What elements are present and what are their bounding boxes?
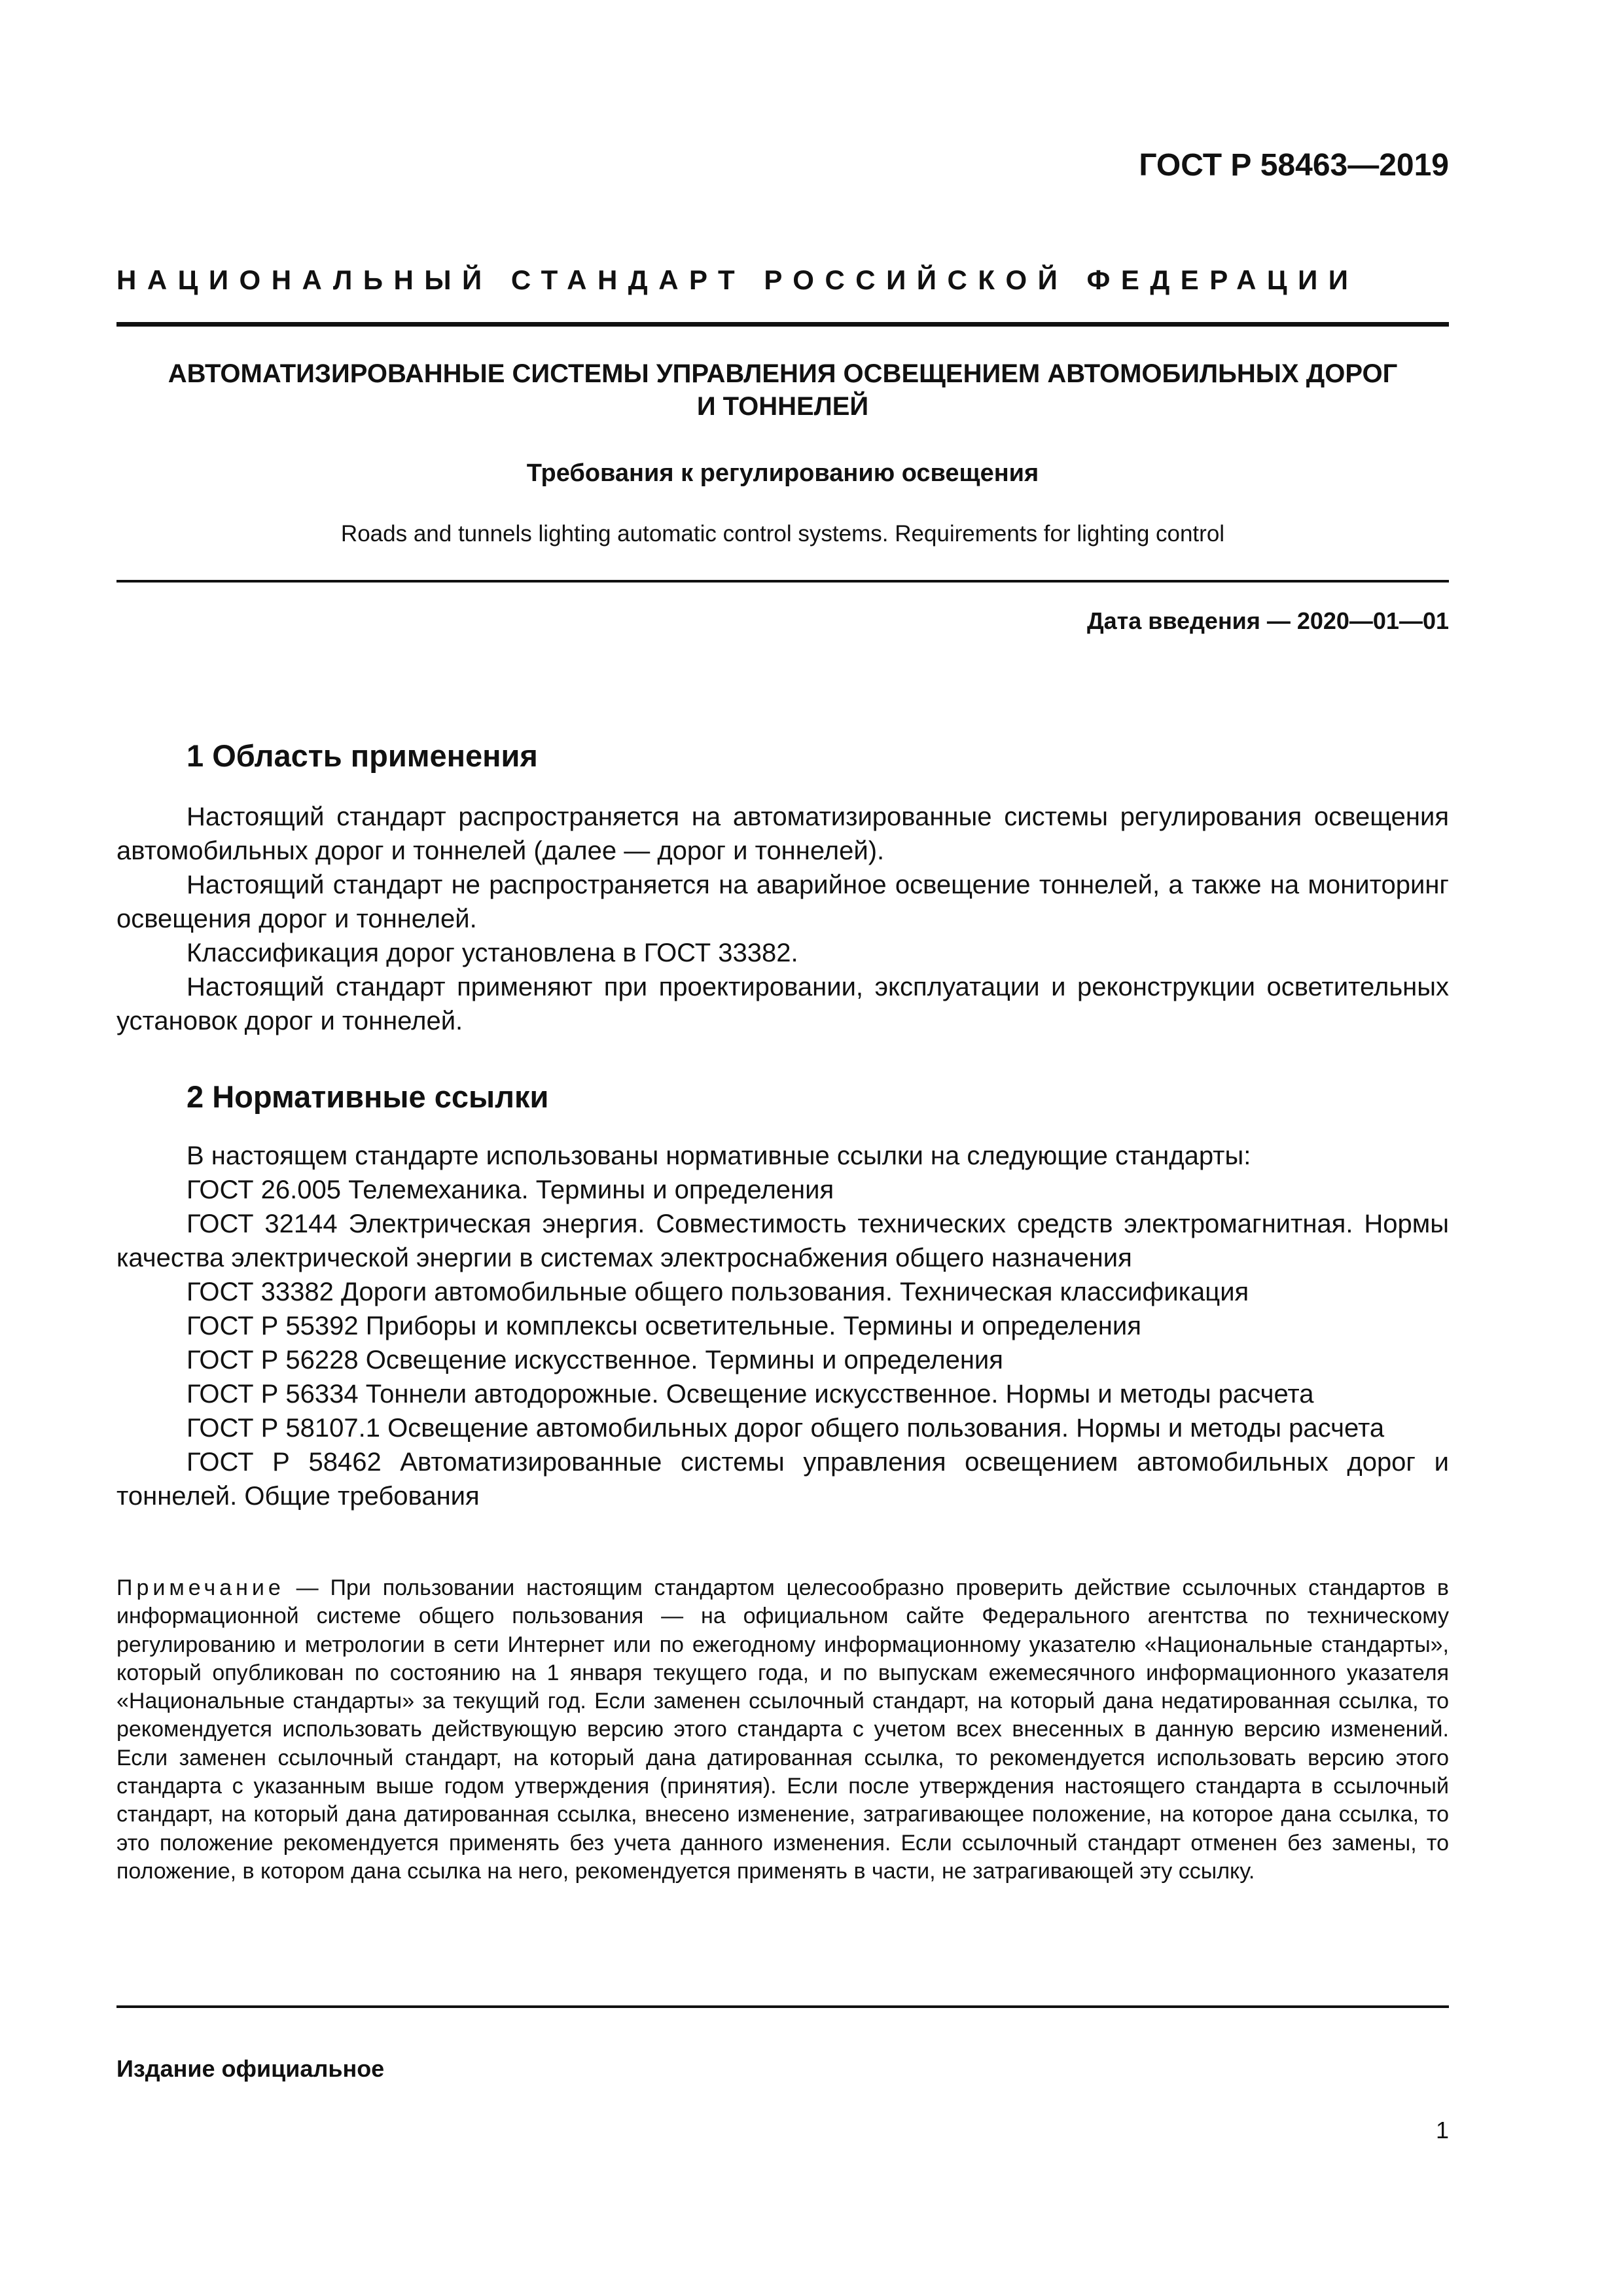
section-1-heading: 1 Область применения (187, 738, 538, 773)
reference-item: ГОСТ Р 56334 Тоннели автодорожные. Освещение искусственное. Нормы и методы расчета (187, 1380, 1314, 1408)
footer-divider (116, 2005, 1449, 2008)
reference-item: ГОСТ Р 56228 Освещение искусственное. Термины и определения (187, 1346, 1003, 1374)
section-2-body (116, 1139, 1449, 1513)
document-number: ГОСТ Р 58463—2019 (1139, 148, 1449, 183)
reference-item: ГОСТ Р 58462 Автоматизированные системы управления освещением автомобильных дорог и тоннелей. Общие требования (116, 1448, 1449, 1511)
reference-item: ГОСТ 32144 Электрическая энергия. Совместимость технических средств электромагнитная. Нормы качества электрической энергии в системах электроснабжения общего назначения (116, 1210, 1449, 1272)
references-note (116, 1574, 1449, 1886)
reference-item: ГОСТ Р 55392 Приборы и комплексы осветительные. Термины и определения (187, 1312, 1141, 1340)
reference-item: ГОСТ 26.005 Телемеханика. Термины и определения (187, 1175, 834, 1204)
page-number: 1 (1435, 2117, 1449, 2144)
national-standard-banner: НАЦИОНАЛЬНЫЙ СТАНДАРТ РОССИЙСКОЙ ФЕДЕРАЦИИ (116, 264, 1359, 295)
section-1-paragraph: Классификация дорог установлена в ГОСТ 33382. (187, 939, 798, 967)
section-1-paragraph: Настоящий стандарт распространяется на автоматизированные системы регулирования освещения автомобильных дорог и тоннелей (далее — дорог и тоннелей). (116, 802, 1449, 865)
header-divider (116, 322, 1449, 327)
reference-item: ГОСТ 33382 Дороги автомобильные общего пользования. Техническая классификация (187, 1278, 1249, 1306)
reference-item: ГОСТ Р 58107.1 Освещение автомобильных дорог общего пользования. Нормы и методы расчета (187, 1414, 1385, 1443)
introduction-date: Дата введения — 2020—01—01 (1086, 607, 1449, 634)
document-subtitle: Требования к регулированию освещения (526, 459, 1039, 487)
english-title: Roads and tunnels lighting automatic control systems. Requirements for lighting control (340, 521, 1225, 547)
section-2-heading: 2 Нормативные ссылки (187, 1079, 549, 1114)
section-1-paragraph: Настоящий стандарт не распространяется на аварийное освещение тоннелей, а также на мониторинг освещения дорог и тоннелей. (116, 870, 1449, 933)
section-1-body (116, 800, 1449, 1038)
title-line-1: АВТОМАТИЗИРОВАННЫЕ СИСТЕМЫ УПРАВЛЕНИЯ ОСВЕЩЕНИЕМ АВТОМОБИЛЬНЫХ ДОРОГ (168, 359, 1398, 388)
document-title (116, 357, 1449, 423)
title-divider (116, 580, 1449, 583)
section-1-paragraph: Настоящий стандарт применяют при проектировании, эксплуатации и реконструкции осветительных установок дорог и тоннелей. (116, 973, 1449, 1035)
references-intro: В настоящем стандарте использованы нормативные ссылки на следующие стандарты: (187, 1141, 1251, 1170)
note-label: Примечание (116, 1575, 285, 1600)
title-line-2: И ТОННЕЛЕЙ (696, 392, 869, 421)
edition-label: Издание официальное (116, 2055, 385, 2082)
note-text: — При пользовании настоящим стандартом целесообразно проверить действие ссылочных стандартов в информационной системе общего пользования — на официальном сайте Федерального агентства по техническому регулированию и метрологии в сети Интернет или по ежегодному информационному указателю «Национальные стандарты», который опубликован по состоянию на 1 января текущего года, и по выпускам ежемесячного информационного указателя «Национальные стандарты» за текущий год. Если заменен ссылочный стандарт, на который дана недатированная ссылка, то рекомендуется использовать действующую версию этого стандарта с учетом всех внесенных в данную версию изменений. Если заменен ссылочный стандарт, на который дана датированная ссылка, то рекомендуется использовать версию этого стандарта с указанным выше годом утверждения (принятия). Если после утверждения настоящего стандарта в ссылочный стандарт, на который дана датированная ссылка, внесено изменение, затрагивающее положение, на которое дана ссылка, то это положение рекомендуется применять без учета данного изменения. Если ссылочный стандарт отменен без замены, то положение, в котором дана ссылка на него, рекомендуется применять в части, не затрагивающей эту ссылку. (116, 1575, 1449, 1884)
